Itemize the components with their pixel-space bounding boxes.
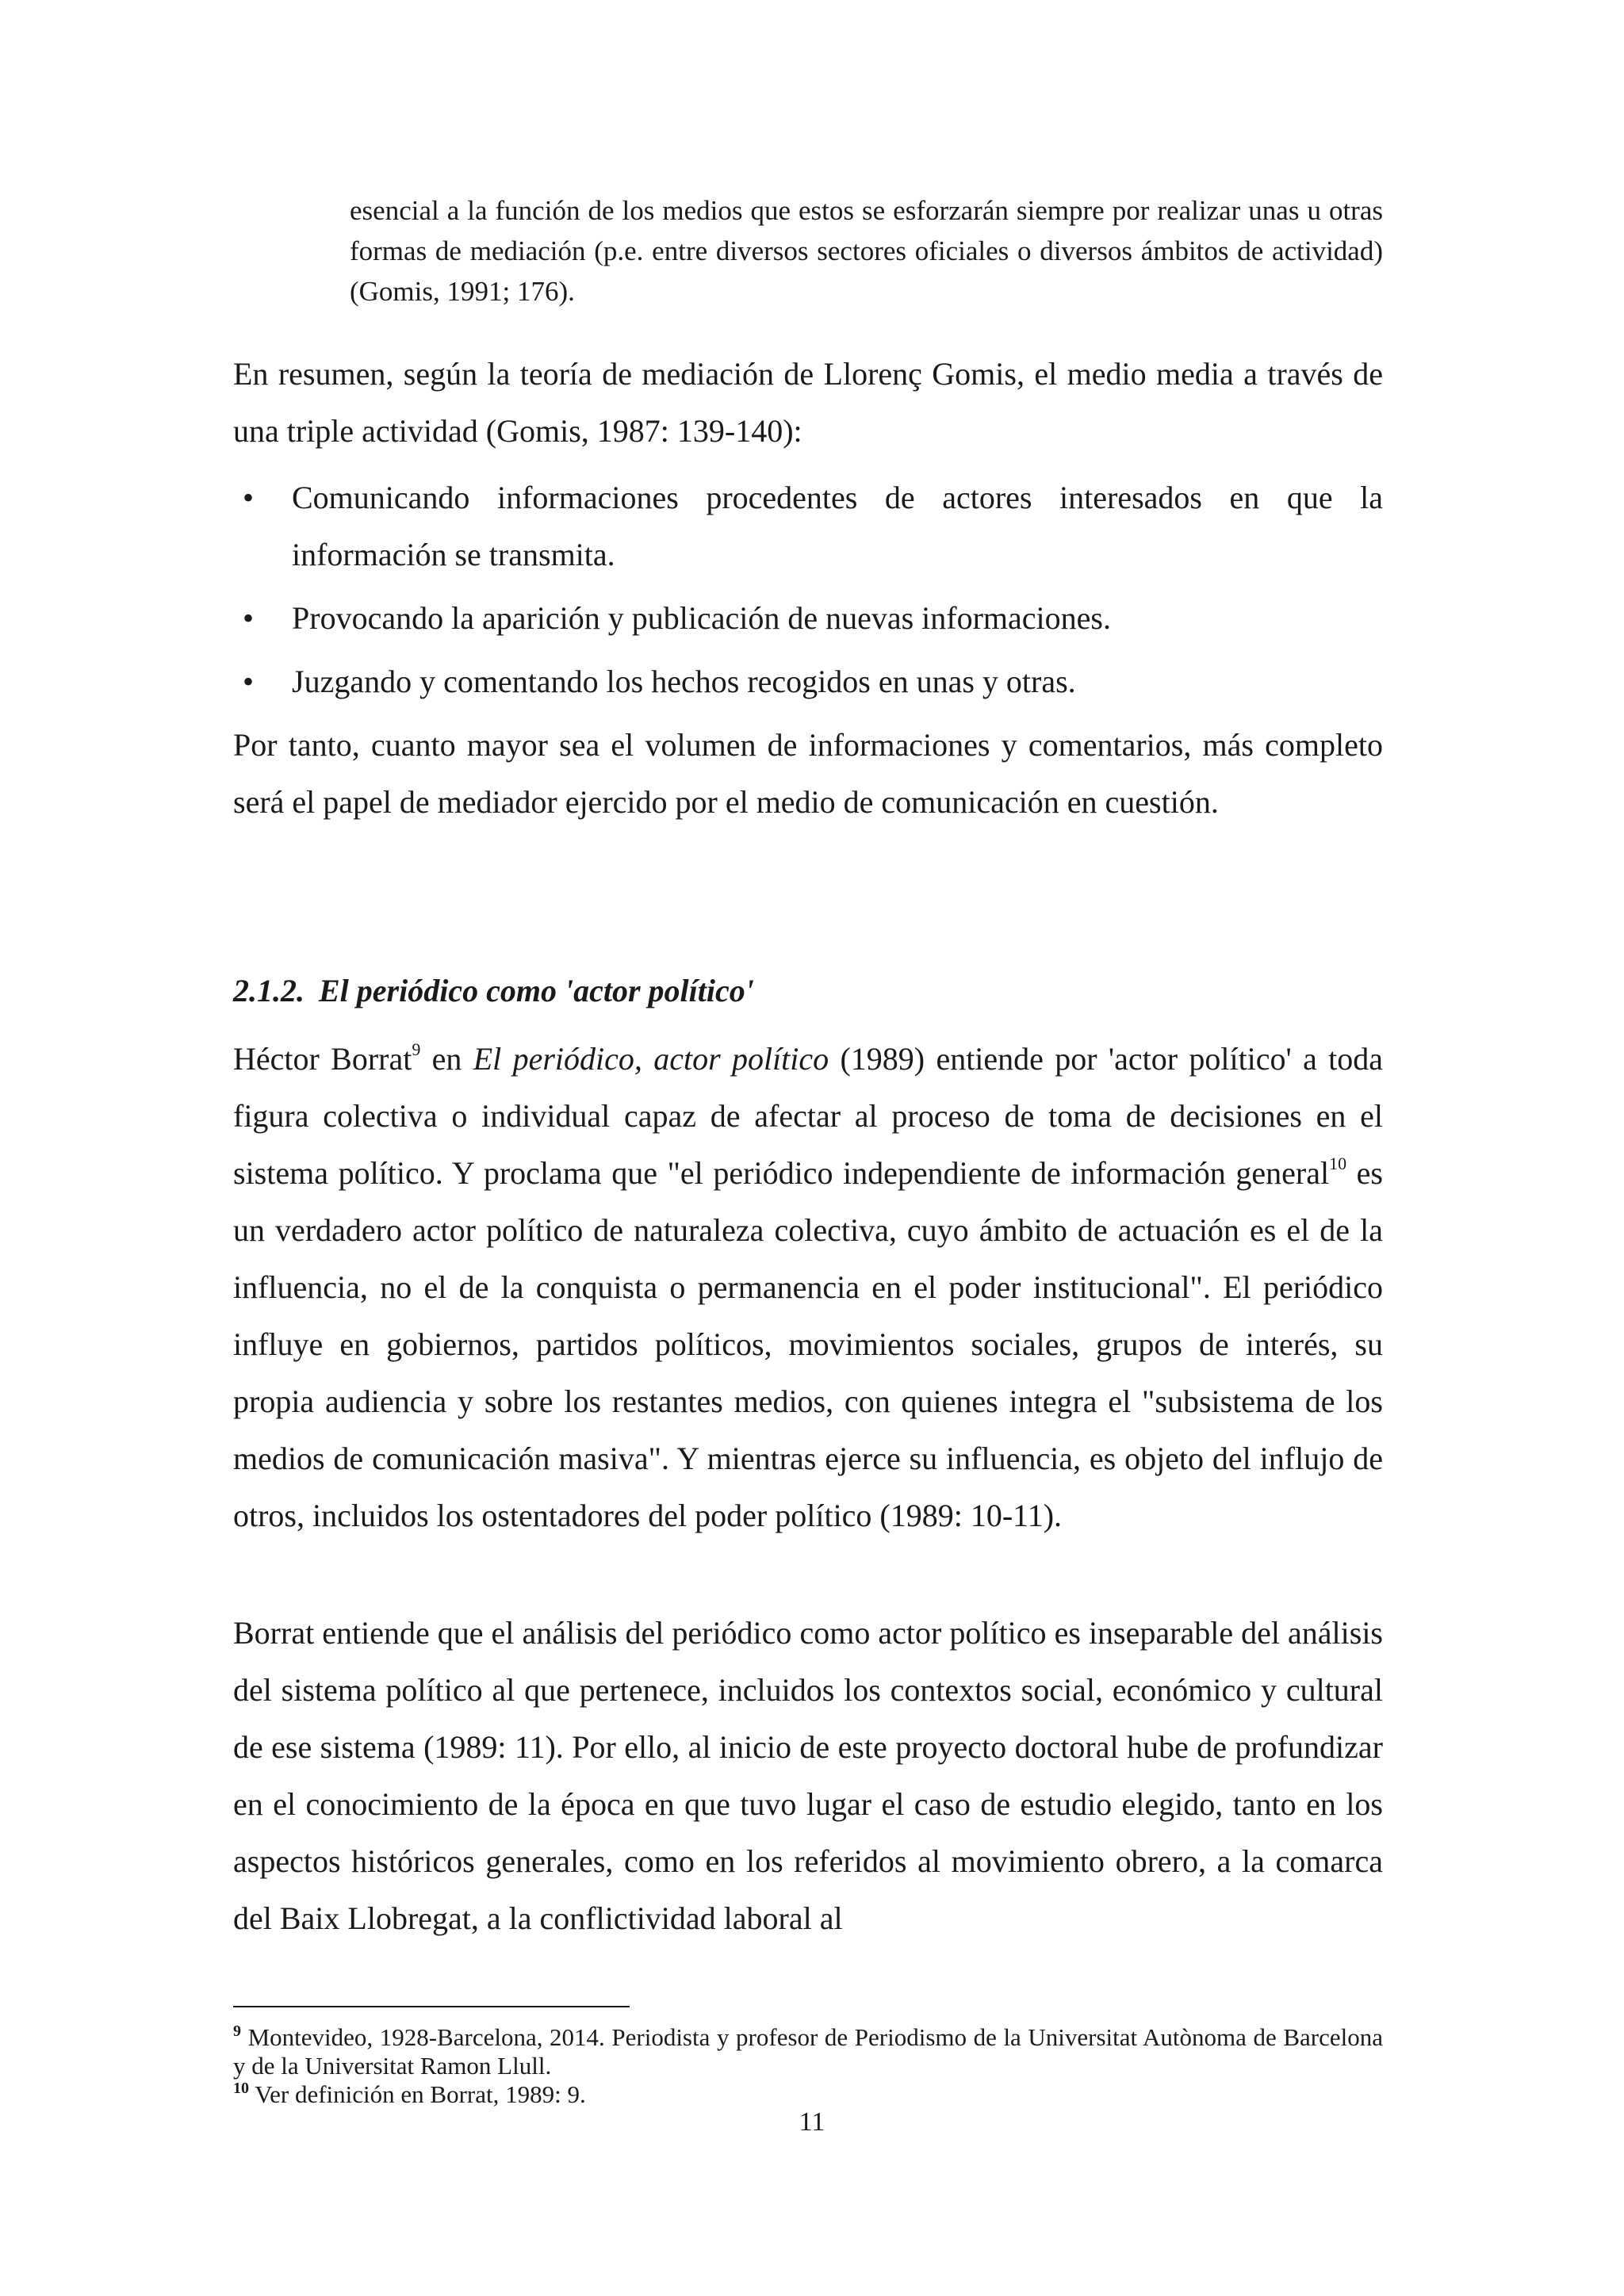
list-item-text: Juzgando y comentando los hechos recogidos en unas y otras. xyxy=(292,664,1076,699)
footnote-item xyxy=(233,2023,1383,2080)
bullet-icon: • xyxy=(243,664,255,699)
borrat-text-1: Héctor Borrat xyxy=(233,1041,412,1077)
borrat-text-4: es un verdadero actor político de naturaleza colectiva, cuyo ámbito de actuación es el de la influencia, no el de la conquista o permanencia en el poder institucional". El periódico influye en gobiernos, partidos políticos, movimientos sociales, grupos de interés, su propia audiencia y sobre los restantes medios, con quienes integra el "subsistema de los medios de comunicación masiva". Y mientras ejerce su influencia, es objeto del influjo de otros, incluidos los ostentadores del poder político (1989: 10-11). xyxy=(233,1155,1383,1533)
block-quote-text: esencial a la función de los medios que estos se esforzarán siempre por realizar unas u otras formas de mediación (p.e. entre diversos sectores oficiales o diversos ámbitos de actividad) (Gomis, 1991; 176). xyxy=(350,195,1383,307)
section-title: El periódico como 'actor político' xyxy=(319,973,754,1008)
footnote-divider xyxy=(233,2006,630,2007)
summary-paragraph: En resumen, según la teoría de mediación de Llorenç Gomis, el medio media a través de una triple actividad (Gomis, 1987: 139-140): xyxy=(233,356,1383,449)
block-quote xyxy=(350,190,1383,312)
list-item xyxy=(233,653,1383,710)
section-heading xyxy=(233,962,754,1020)
footnote-mark: 9 xyxy=(233,2022,241,2040)
bullet-list xyxy=(233,469,1383,717)
footnote-ref-10[interactable]: 10 xyxy=(1329,1154,1347,1173)
page-number: 11 xyxy=(799,2107,825,2137)
footnote-item xyxy=(233,2080,1383,2109)
footnote-text: Montevideo, 1928-Barcelona, 2014. Periodista y profesor de Periodismo de la Universitat Autònoma de Barcelona y de la Universitat Ramon Llull. xyxy=(233,2023,1383,2080)
book-title: El periódico, actor político xyxy=(473,1041,829,1077)
conclusion-paragraph: Por tanto, cuanto mayor sea el volumen de informaciones y comentarios, más completo será el papel de mediador ejercido por el medio de comunicación en cuestión. xyxy=(233,727,1383,820)
bullet-icon: • xyxy=(243,480,255,515)
borrat-paragraph xyxy=(233,1031,1383,1544)
borrat-text-2: en xyxy=(420,1041,473,1077)
borrat-text-3: (1989) entiende por 'actor político' a toda figura colectiva o individual capaz de afectar al proceso de toma de decisiones en el sistema político. Y proclama que "el periódico independiente de información general xyxy=(233,1041,1384,1191)
list-item xyxy=(233,469,1383,584)
analysis-paragraph: Borrat entiende que el análisis del periódico como actor político es inseparable del análisis del sistema político al que pertenece, incluidos los contextos social, económico y cultural de ese sistema (1989: 11). Por ello, al inicio de este proyecto doctoral hube de profundizar en el conocimiento de la época en que tuvo lugar el caso de estudio elegido, tanto en los aspectos históricos generales, como en los referidos al movimiento obrero, a la comarca del Baix Llobregat, a la conflictividad laboral al xyxy=(233,1615,1383,1936)
footnote-ref-9[interactable]: 9 xyxy=(412,1039,421,1059)
section-number: 2.1.2. xyxy=(233,973,304,1008)
list-item-text: Provocando la aparición y publicación de nuevas informaciones. xyxy=(292,600,1111,636)
bullet-icon: • xyxy=(243,600,255,636)
footnote-mark: 10 xyxy=(233,2080,249,2097)
list-item-text: Comunicando informaciones procedentes de actores interesados en que la información se transmita. xyxy=(292,480,1383,572)
list-item xyxy=(233,590,1383,647)
footnote-text: Ver definición en Borrat, 1989: 9. xyxy=(249,2080,586,2108)
footnotes xyxy=(233,2023,1383,2109)
